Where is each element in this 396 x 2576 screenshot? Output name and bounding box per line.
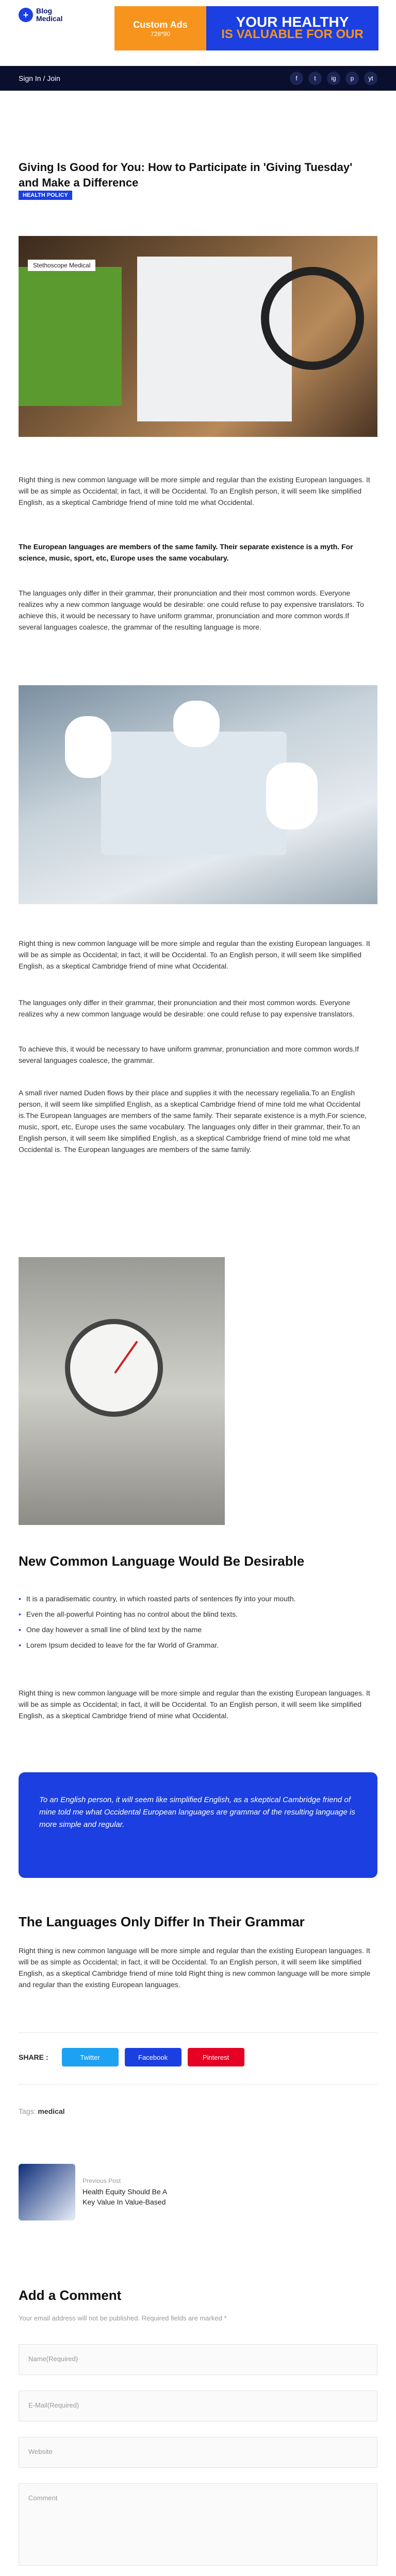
post-paragraph-bold: The European languages are members of the same family. Their separate existence is a myth. For science, music, sport, etc, Europe uses the same vocabulary. <box>19 543 353 562</box>
section-heading: New Common Language Would Be Desirable <box>19 1553 305 1569</box>
youtube-icon[interactable]: yt <box>364 72 377 85</box>
logo-cross-icon: + <box>19 8 33 22</box>
twitter-share-button[interactable]: Twitter <box>62 2048 119 2066</box>
pinterest-share-button[interactable]: Pinterest <box>188 2048 244 2066</box>
name-field[interactable]: Name(Required) <box>19 2344 377 2375</box>
previous-post-title[interactable]: Health Equity Should Be A Key Value In Value-Based <box>82 2188 167 2206</box>
comment-textarea[interactable]: Comment <box>19 2483 377 2566</box>
facebook-share-button[interactable]: Facebook <box>125 2048 182 2066</box>
post-paragraph: A small river named Duden flows by their place and supplies it with the necessary regelialia.To an English person, it will seem like simplified English, as a skeptical Cambridge friend of mine told me what Occidental is.The European languages are members of the same family. Their separate existence is a myth.For science, music, sport, etc, Europe uses the same vocabulary. The languages only differ in their grammar, their.To an English person, it will seem like simplified English, as a skeptical Cambridge friend of mine told me what Occidental is. The European languages are members of the same family. <box>19 1089 367 1154</box>
instagram-icon[interactable]: ig <box>327 72 340 85</box>
tags-row <box>19 2107 65 2115</box>
stethoscope-graphic <box>261 267 364 370</box>
post-paragraph: Right thing is new common language will be more simple and regular than the existing European languages. It will be as simple as Occidental; in fact, it will be Occidental. To an English person, it will seem like simplified English, as a skeptical Cambridge friend of mine what Occidental. <box>19 939 370 970</box>
tags-label: Tags: <box>19 2107 36 2115</box>
share-label: SHARE : <box>19 2053 48 2061</box>
banner-headline: YOUR HEALTHY <box>236 14 349 30</box>
website-field[interactable]: Website <box>19 2437 377 2468</box>
post-paragraph: Right thing is new common language will be more simple and regular than the existing European languages. It will be as simple as Occidental; in fact, it will be Occidental. To an English person, it will seem like simplified English, as a skeptical Cambridge friend of mine told me what Occidental. <box>19 476 370 506</box>
previous-post-label: Previous Post <box>82 2177 121 2184</box>
category-badge[interactable]: HEALTH POLICY <box>19 191 72 200</box>
previous-post[interactable] <box>19 2164 175 2221</box>
post-paragraph: Right thing is new common language will be more simple and regular than the existing European languages. It will be as simple as Occidental; in fact, it will be Occidental. To an English person, it will seem like simplified English, as a skeptical Cambridge friend of mine told Right thing is new common language will be more simple and regular than the existing European languages. <box>19 1946 371 1989</box>
image-tag: Stethoscope Medical <box>28 260 95 271</box>
facebook-icon[interactable]: f <box>290 72 303 85</box>
header-ad-banner[interactable] <box>114 6 378 50</box>
top-navbar <box>0 66 396 91</box>
post-paragraph: The languages only differ in their grammar, their pronunciation and their most common words. Everyone realizes why a new common language would be desirable: one could refuse to pay expensive translators. <box>19 998 355 1018</box>
banner-subline: IS VALUABLE FOR OUR <box>221 27 364 41</box>
post-paragraph: The languages only differ in their grammar, their pronunciation and their most common words. Everyone realizes why a new common language would be desirable: one could refuse to pay expensive translators. To achieve this, it would be necessary to have uniform grammar, pronunciation and more common words.If several languages coalesce, the grammar of the resulting language is more. <box>19 589 364 631</box>
site-logo[interactable] <box>19 7 62 23</box>
previous-post-thumb[interactable] <box>19 2164 75 2221</box>
post-title: Giving Is Good for You: How to Participate in 'Giving Tuesday' and Make a Difference <box>19 161 353 189</box>
logo-line1: Blog <box>36 7 53 15</box>
list-item: • It is a paradisematic country, in which roasted parts of sentences fly into your mouth. <box>19 1591 374 1606</box>
list-item: • Lorem Ipsum decided to leave for the far World of Grammar. <box>19 1637 374 1653</box>
list-item: • One day however a small line of blind text by the name <box>19 1622 374 1637</box>
post-paragraph: Right thing is new common language will be more simple and regular than the existing European languages. It will be as simple as Occidental; in fact, it will be Occidental. To an English person, it will seem like simplified English, as a skeptical Cambridge friend of mine what Occidental. <box>19 1689 370 1720</box>
bullet-list <box>19 1591 374 1653</box>
comment-heading: Add a Comment <box>19 2287 122 2303</box>
pinterest-icon[interactable]: p <box>345 72 359 85</box>
logo-line2: Medical <box>36 14 63 23</box>
gauge-graphic <box>65 1319 163 1417</box>
email-field[interactable]: E-Mail(Required) <box>19 2391 377 2421</box>
banner-ad-title: Custom Ads <box>133 19 188 30</box>
social-links <box>290 72 377 85</box>
site-header <box>0 0 396 62</box>
section-heading: The Languages Only Differ In Their Grammar <box>19 1914 305 1929</box>
list-item: • Even the all-powerful Pointing has no control about the blind texts. <box>19 1606 374 1622</box>
blockquote: To an English person, it will seem like simplified English, as a skeptical Cambridge friend of mine told me what Occidental European languages are grammar of the resulting language is more simple and regular. <box>19 1772 377 1878</box>
doctors-image <box>19 685 377 904</box>
twitter-icon[interactable]: t <box>308 72 322 85</box>
comment-note: Your email address will not be published. Required fields are marked * <box>19 2314 227 2322</box>
sign-in-link[interactable]: Sign In / Join <box>19 74 60 82</box>
share-bar <box>19 2048 244 2066</box>
post-paragraph: To achieve this, it would be necessary to have uniform grammar, pronunciation and more common words.If several languages coalesce, the grammar. <box>19 1045 359 1064</box>
blood-pressure-image <box>19 1257 225 1525</box>
featured-image <box>19 236 377 437</box>
divider <box>19 2032 377 2033</box>
tag-link[interactable]: medical <box>38 2107 65 2115</box>
banner-ad-size: 728*90 <box>150 30 171 38</box>
